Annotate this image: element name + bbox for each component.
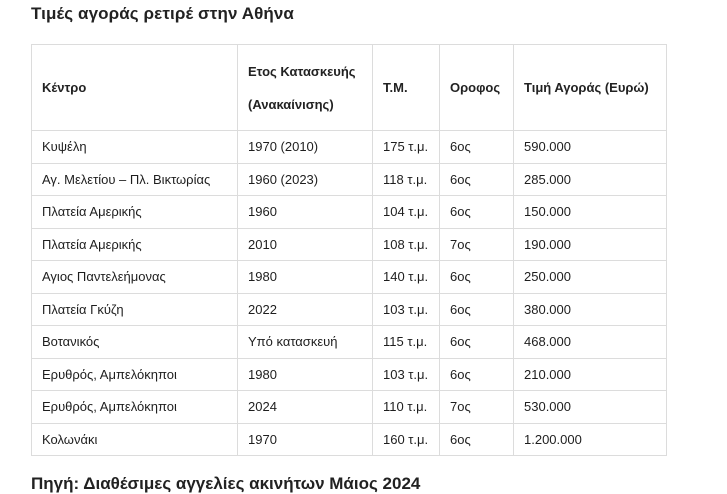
- cell-floor: 7ος: [440, 228, 514, 261]
- cell-floor: 6ος: [440, 196, 514, 229]
- cell-size: 103 τ.μ.: [373, 358, 440, 391]
- table-row: [32, 326, 667, 359]
- cell-area: Αγιος Παντελεήμονας: [32, 261, 238, 294]
- table-row: [32, 423, 667, 456]
- table-row: [32, 228, 667, 261]
- cell-size: 110 τ.μ.: [373, 391, 440, 424]
- column-header-size: Τ.Μ.: [373, 45, 440, 131]
- page-title: Τιμές αγοράς ρετιρέ στην Αθήνα: [31, 4, 294, 23]
- cell-size: 160 τ.μ.: [373, 423, 440, 456]
- cell-area: Πλατεία Αμερικής: [32, 196, 238, 229]
- cell-size: 115 τ.μ.: [373, 326, 440, 359]
- cell-year: 2010: [238, 228, 373, 261]
- cell-size: 104 τ.μ.: [373, 196, 440, 229]
- cell-price: 210.000: [514, 358, 667, 391]
- cell-size: 118 τ.μ.: [373, 163, 440, 196]
- cell-year: 1960: [238, 196, 373, 229]
- column-header-floor: Οροφος: [440, 45, 514, 131]
- cell-year: 1970: [238, 423, 373, 456]
- column-header-year: [238, 45, 373, 131]
- column-header-price: Τιμή Αγοράς (Ευρώ): [514, 45, 667, 131]
- cell-floor: 7ος: [440, 391, 514, 424]
- table-row: [32, 196, 667, 229]
- cell-year: 2022: [238, 293, 373, 326]
- prices-table: [31, 44, 667, 456]
- table-row: [32, 293, 667, 326]
- table-row: [32, 131, 667, 164]
- cell-floor: 6ος: [440, 293, 514, 326]
- cell-year: 1970 (2010): [238, 131, 373, 164]
- cell-area: Αγ. Μελετίου – Πλ. Βικτωρίας: [32, 163, 238, 196]
- cell-size: 103 τ.μ.: [373, 293, 440, 326]
- cell-year: 1960 (2023): [238, 163, 373, 196]
- table-header-row: [32, 45, 667, 131]
- cell-year: 1980: [238, 261, 373, 294]
- cell-area: Βοτανικός: [32, 326, 238, 359]
- cell-area: Κολωνάκι: [32, 423, 238, 456]
- cell-floor: 6ος: [440, 261, 514, 294]
- column-header-year-line1: Ετος Κατασκευής: [248, 63, 356, 79]
- table-row: [32, 163, 667, 196]
- cell-area: Ερυθρός, Αμπελόκηποι: [32, 358, 238, 391]
- cell-price: 1.200.000: [514, 423, 667, 456]
- cell-area: Πλατεία Αμερικής: [32, 228, 238, 261]
- cell-size: 108 τ.μ.: [373, 228, 440, 261]
- column-header-area: Κέντρο: [32, 45, 238, 131]
- table-row: [32, 358, 667, 391]
- cell-price: 590.000: [514, 131, 667, 164]
- table-row: [32, 261, 667, 294]
- cell-price: 468.000: [514, 326, 667, 359]
- cell-floor: 6ος: [440, 163, 514, 196]
- cell-year: Υπό κατασκευή: [238, 326, 373, 359]
- cell-year: 1980: [238, 358, 373, 391]
- cell-price: 190.000: [514, 228, 667, 261]
- cell-size: 140 τ.μ.: [373, 261, 440, 294]
- cell-floor: 6ος: [440, 326, 514, 359]
- column-header-year-line2: (Ανακαίνισης): [248, 96, 334, 112]
- cell-price: 150.000: [514, 196, 667, 229]
- cell-price: 285.000: [514, 163, 667, 196]
- cell-price: 530.000: [514, 391, 667, 424]
- cell-area: Ερυθρός, Αμπελόκηποι: [32, 391, 238, 424]
- cell-area: Πλατεία Γκύζη: [32, 293, 238, 326]
- cell-area: Κυψέλη: [32, 131, 238, 164]
- source-note: Πηγή: Διαθέσιμες αγγελίες ακινήτων Μάιος 2024: [31, 474, 421, 493]
- cell-floor: 6ος: [440, 131, 514, 164]
- cell-price: 380.000: [514, 293, 667, 326]
- table-row: [32, 391, 667, 424]
- cell-year: 2024: [238, 391, 373, 424]
- cell-floor: 6ος: [440, 358, 514, 391]
- cell-price: 250.000: [514, 261, 667, 294]
- table-body: [32, 131, 667, 456]
- cell-floor: 6ος: [440, 423, 514, 456]
- cell-size: 175 τ.μ.: [373, 131, 440, 164]
